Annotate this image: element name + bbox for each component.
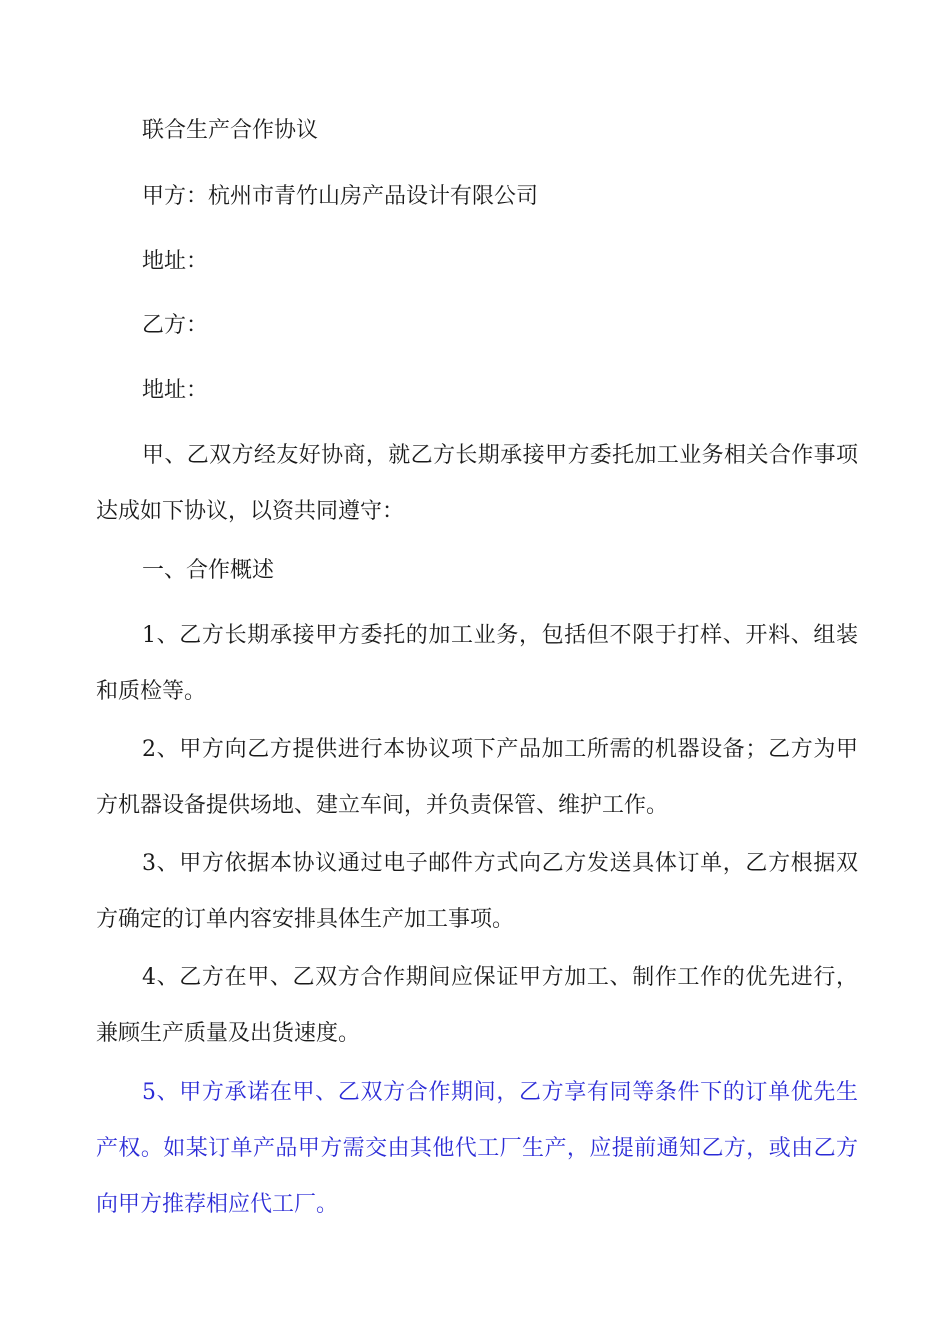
intro-paragraph: 甲、乙双方经友好协商，就乙方长期承接甲方委托加工业务相关合作事项达成如下协议，以资共同遵守： bbox=[96, 443, 858, 524]
clause-4: 4、乙方在甲、乙双方合作期间应保证甲方加工、制作工作的优先进行，兼顾生产质量及出货速度。 bbox=[96, 965, 858, 1046]
party-b-line: 乙方： bbox=[142, 313, 209, 338]
party-a-line: 甲方：杭州市青竹山房产品设计有限公司 bbox=[142, 184, 539, 209]
party-a-address: 地址： bbox=[142, 249, 209, 274]
clause-1: 1、乙方长期承接甲方委托的加工业务，包括但不限于打样、开料、组装和质检等。 bbox=[96, 623, 858, 704]
document-title: 联合生产合作协议 bbox=[142, 118, 319, 143]
party-b-address: 地址： bbox=[142, 378, 209, 403]
clause-2: 2、甲方向乙方提供进行本协议项下产品加工所需的机器设备；乙方为甲方机器设备提供场地、建立车间，并负责保管、维护工作。 bbox=[96, 737, 858, 818]
clause-3: 3、甲方依据本协议通过电子邮件方式向乙方发送具体订单，乙方根据双方确定的订单内容安排具体生产加工事项。 bbox=[96, 851, 858, 932]
section-heading: 一、合作概述 bbox=[142, 558, 275, 583]
clause-5: 5、甲方承诺在甲、乙双方合作期间，乙方享有同等条件下的订单优先生产权。如某订单产品甲方需交由其他代工厂生产，应提前通知乙方，或由乙方向甲方推荐相应代工厂。 bbox=[96, 1080, 858, 1217]
